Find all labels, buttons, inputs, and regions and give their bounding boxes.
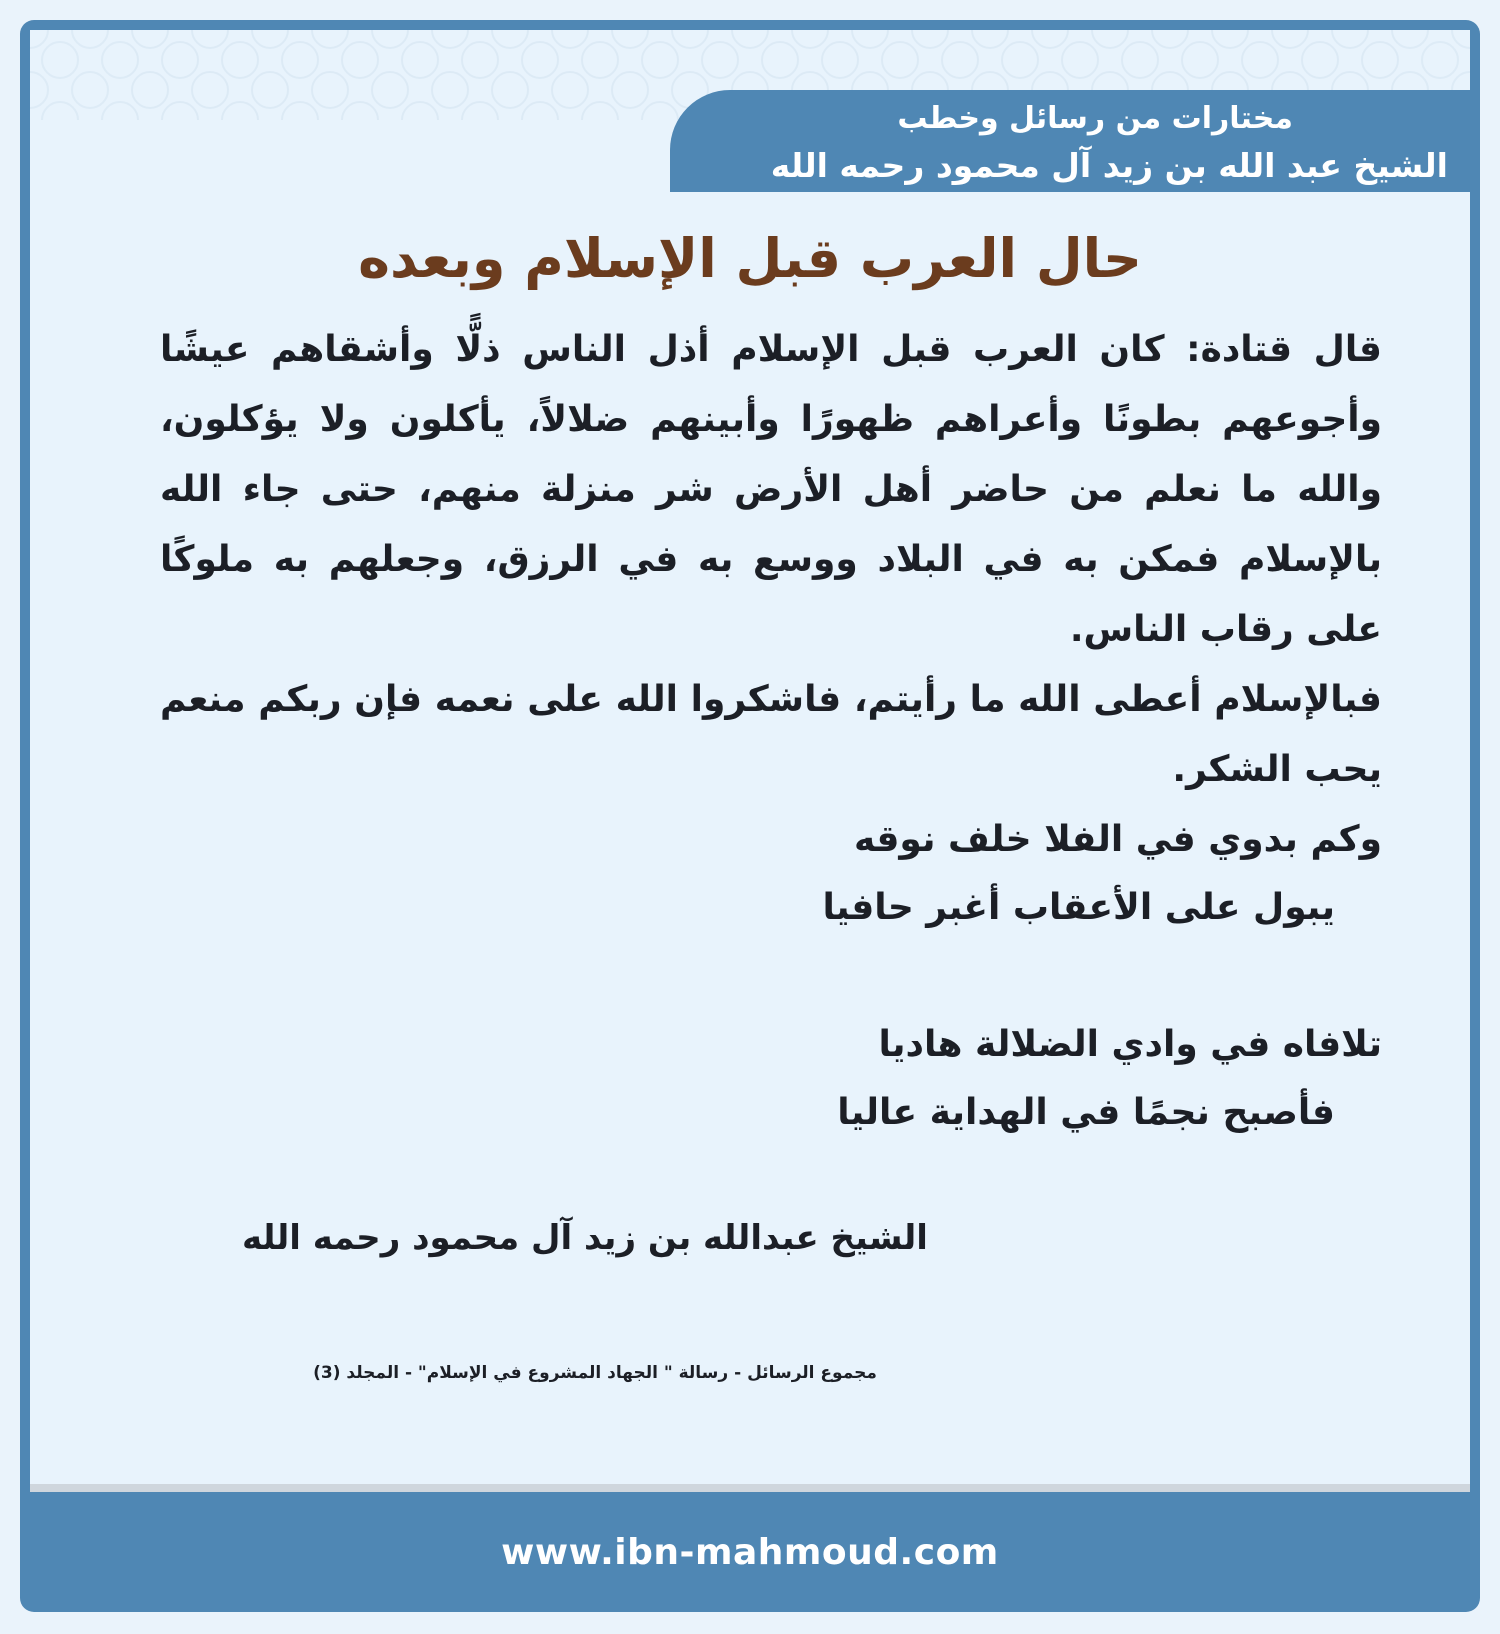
header-author: الشيخ عبد الله بن زيد آل محمود رحمه الله	[770, 146, 1448, 185]
poem-verse-1b: يبول على الأعقاب أغبر حافيا	[822, 887, 1335, 928]
page-title: حال العرب قبل الإسلام وبعده	[358, 227, 1142, 290]
card-frame	[20, 20, 1480, 1612]
poem-verse-2b: فأصبح نجمًا في الهداية عاليا	[837, 1092, 1335, 1133]
divider	[30, 1484, 1470, 1492]
source-citation: مجموع الرسائل - رسالة " الجهاد المشروع في الإسلام" - المجلد (3)	[313, 1363, 877, 1383]
paragraph-2: فبالإسلام أعطى الله ما رأيتم، فاشكروا الله على نعمه فإن ربكم منعم يحب الشكر.	[160, 679, 1382, 790]
poem-verse-1a: وكم بدوي في الفلا خلف نوقه	[854, 819, 1382, 860]
header-subtitle: مختارات من رسائل وخطب	[897, 101, 1293, 136]
footer-bar	[20, 1492, 1480, 1612]
website-link[interactable]: www.ibn-mahmoud.com	[501, 1531, 999, 1573]
signature: الشيخ عبدالله بن زيد آل محمود رحمه الله	[242, 1218, 928, 1258]
content-panel	[30, 30, 1470, 1492]
poem-verse-2a: تلافاه في وادي الضلالة هاديا	[878, 1024, 1382, 1065]
article-body	[160, 315, 1382, 805]
paragraph-1: قال قتادة: كان العرب قبل الإسلام أذل الناس ذلًّا وأشقاهم عيشًا وأجوعهم بطونًا وأعراهم ظهورًا وأبينهم ضلالاً، يأكلون ولا يؤكلون، والله ما نعلم من حاضر أهل الأرض شر منزلة منهم، حتى جاء الله بالإسلام فمكن به في البلاد ووسع به في الرزق، وجعلهم به ملوكًا على رقاب الناس.	[160, 329, 1382, 650]
header-banner	[670, 90, 1470, 192]
